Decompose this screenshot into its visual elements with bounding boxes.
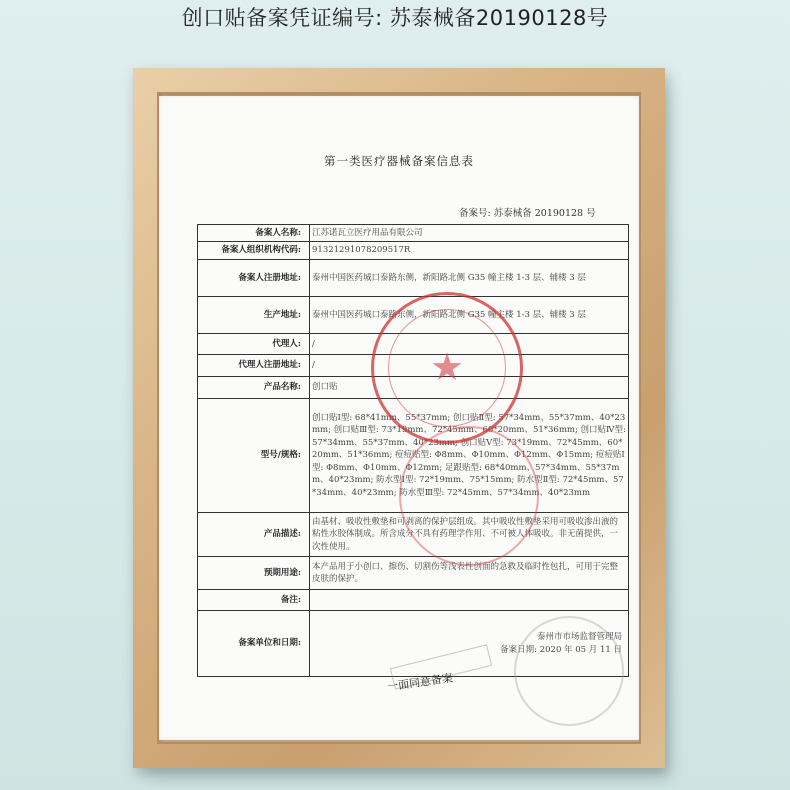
document-title: 第一类医疗器械备案信息表 (324, 154, 474, 168)
authority-label: 备案单位和日期: (198, 611, 310, 677)
intended-use-value: 本产品用于小创口、擦伤、切割伤等浅表性创面的急救及临时性包扎，可用于完整皮肤的保护。 (310, 557, 629, 590)
applicant-label: 备案人名称: (198, 225, 310, 242)
picture-frame (133, 68, 665, 768)
description-label: 产品描述: (198, 513, 310, 557)
product-name-label: 产品名称: (198, 377, 310, 399)
table-row (198, 557, 629, 590)
description-value: 由基材、吸收性敷垫和可剥离的保护层组成。其中吸收性敷垫采用可吸收渗出液的粘性水胶体制成。所含成分不具有药理学作用、不可被人体吸收。非无菌提供，一次性使用。 (310, 513, 629, 557)
table-row (198, 297, 629, 334)
table-row (198, 225, 629, 242)
prod-address-label: 生产地址: (198, 297, 310, 334)
agent-address-value: / (310, 355, 629, 377)
applicant-value: 江苏诺瓦立医疗用品有限公司 (310, 225, 629, 242)
agent-address-label: 代理人注册地址: (198, 355, 310, 377)
remarks-value (310, 590, 629, 611)
authority-date: 备案日期: 2020 年 05 月 11 日 (500, 644, 622, 655)
page-headline: 创口贴备案凭证编号: 苏泰械备20190128号 (181, 6, 609, 30)
product-name-value: 创口贴 (310, 377, 629, 399)
seal-star-icon: ★ (430, 345, 465, 389)
table-row (198, 334, 629, 355)
authority-name: 泰州市市场监督管理局 (536, 632, 622, 642)
authority-cell (310, 611, 629, 677)
agent-value: / (310, 334, 629, 355)
table-row (198, 260, 629, 297)
table-row (198, 242, 629, 260)
table-row (198, 513, 629, 557)
org-code-value: 91321291078209517R (310, 242, 629, 260)
reg-address-value: 泰州中国医药城口泰路东侧，新阳路北侧 G35 幢主楼 1-3 层、辅楼 3 层 (310, 260, 629, 297)
prod-address-value: 泰州中国医药城口泰路东侧，新阳路北侧 G35 幢主楼 1-3 层、辅楼 3 层 (310, 297, 629, 334)
info-table (197, 224, 629, 677)
handwritten-note: 一面同意备案 (386, 671, 454, 694)
org-code-label: 备案人组织机构代码: (198, 242, 310, 260)
model-value: 创口贴Ⅰ型: 68*41mm、55*37mm; 创口贴Ⅱ型: 57*34mm、55*37mm、40*23mm; 创口贴Ⅲ型: 73*19mm、72*45mm、60*20mm、51*36mm; 创口贴Ⅳ型: 57*34mm、55*37mm、40*23mm; 创口贴Ⅴ型: 73*19mm、72*45mm、60*20mm、51*36mm; 痘痘贴型: Φ8mm、Φ10mm、Φ12mm、Φ15mm; 痘痘贴Ⅰ型: Φ8mm、Φ10mm、Φ12mm; 足跟贴型: 68*40mm、57*34mm、55*37mm、40*23mm; 防水型Ⅰ型: 72*19mm、75*15mm; 防水型Ⅱ型: 72*45mm、57*34mm、40*23mm; 防水型Ⅲ型: 72*45mm、57*34mm、40*23mm (310, 399, 629, 513)
reg-address-label: 备案人注册地址: (198, 260, 310, 297)
table-row (198, 611, 629, 677)
table-row (198, 377, 629, 399)
remarks-label: 备注: (198, 590, 310, 611)
model-label: 型号/规格: (198, 399, 310, 513)
certificate-paper (159, 96, 639, 740)
intended-use-label: 预期用途: (198, 557, 310, 590)
filing-number: 备案号: 苏泰械备 20190128 号 (459, 208, 596, 219)
table-row (198, 355, 629, 377)
agent-label: 代理人: (198, 334, 310, 355)
table-row (198, 590, 629, 611)
table-row (198, 399, 629, 513)
